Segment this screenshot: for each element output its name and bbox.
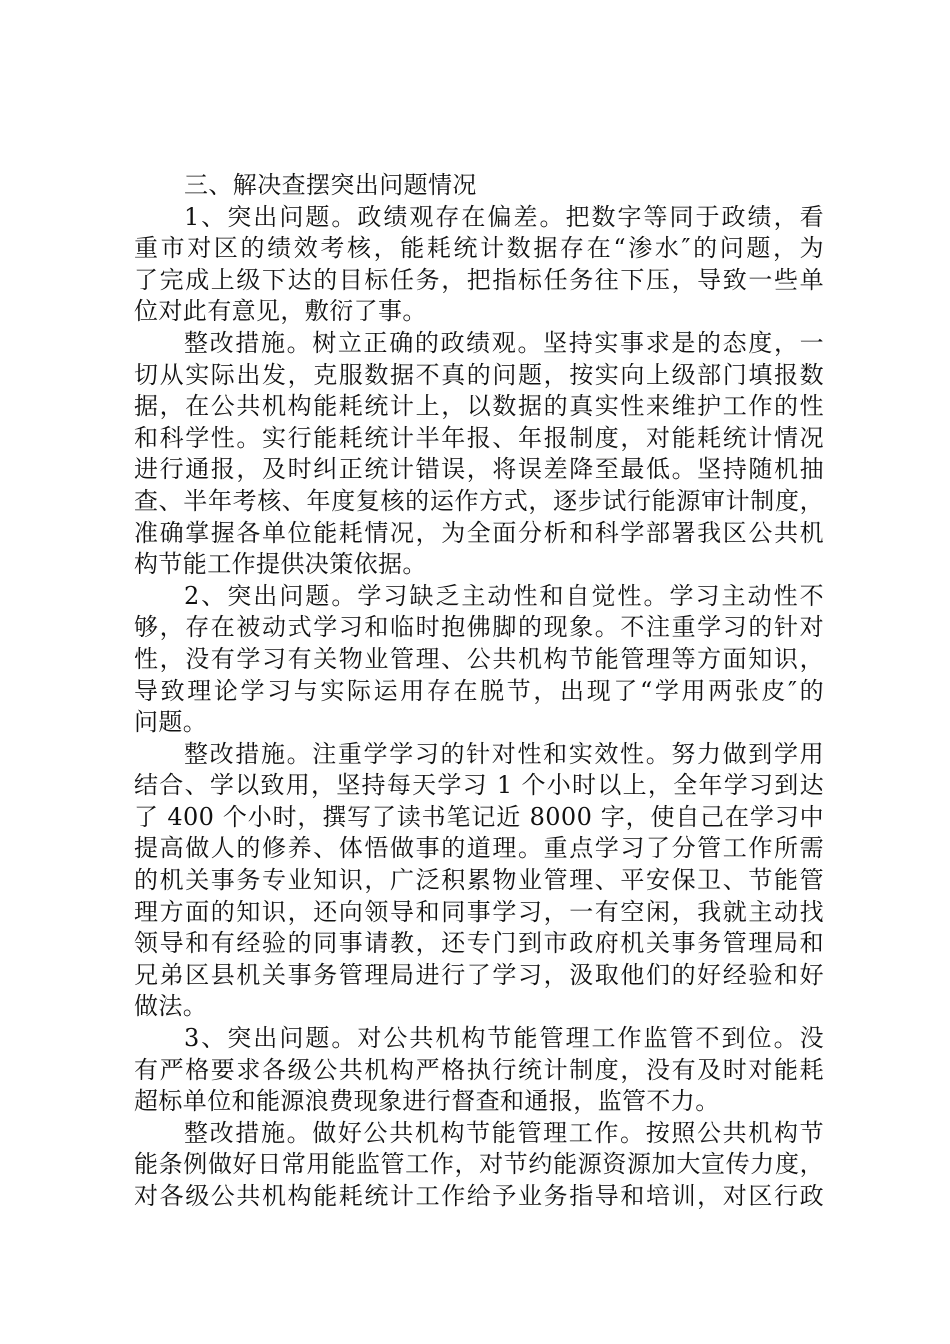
text-line: 构节能工作提供决策依据。 bbox=[134, 550, 427, 579]
text-line: 对各级公共机构能耗统计工作给予业务指导和培训，对区行政 bbox=[134, 1182, 824, 1210]
text-line: 有严格要求各级公共机构严格执行统计制度，没有及时对能耗 bbox=[134, 1055, 824, 1084]
text-line: 领导和有经验的同事请教，还专门到市政府机关事务管理局和 bbox=[134, 929, 824, 958]
text-line: 查、半年考核、年度复核的运作方式，逐步试行能源审计制度， bbox=[134, 486, 824, 515]
text-line: 理方面的知识，还向领导和同事学习，一有空闲，我就主动找 bbox=[134, 897, 824, 926]
text-line: 兄弟区县机关事务管理局进行了学习，汲取他们的好经验和好 bbox=[134, 960, 824, 989]
text-line: 2、突出问题。学习缺乏主动性和自觉性。学习主动性不 bbox=[184, 581, 824, 610]
document-body bbox=[134, 170, 824, 1213]
text-line: 1、突出问题。政绩观存在偏差。把数字等同于政绩，看 bbox=[184, 202, 824, 231]
section-heading: 三、解决查摆突出问题情况 bbox=[184, 171, 477, 199]
text-line: 了完成上级下达的目标任务，把指标任务往下压，导致一些单 bbox=[134, 265, 824, 294]
text-line: 整改措施。注重学学习的针对性和实效性。努力做到学用 bbox=[184, 739, 824, 768]
text-line: 准确掌握各单位能耗情况，为全面分析和科学部署我区公共机 bbox=[134, 518, 824, 547]
text-line: 和科学性。实行能耗统计半年报、年报制度，对能耗统计情况 bbox=[134, 423, 824, 452]
text-line: 据，在公共机构能耗统计上，以数据的真实性来维护工作的性 bbox=[134, 392, 824, 421]
text-line: 够，存在被动式学习和临时抱佛脚的现象。不注重学习的针对 bbox=[134, 613, 824, 642]
text-line: 整改措施。树立正确的政绩观。坚持实事求是的态度，一 bbox=[184, 328, 824, 357]
text-line: 3、突出问题。对公共机构节能管理工作监管不到位。没 bbox=[184, 1024, 824, 1053]
text-line: 重市对区的绩效考核，能耗统计数据存在“渗水″的问题，为 bbox=[134, 234, 824, 263]
text-line: 做法。 bbox=[134, 992, 208, 1021]
text-line: 能条例做好日常用能监管工作，对节约能源资源加大宣传力度， bbox=[134, 1150, 824, 1179]
text-line: 进行通报，及时纠正统计错误，将误差降至最低。坚持随机抽 bbox=[134, 455, 824, 484]
text-line: 位对此有意见，敷衍了事。 bbox=[134, 297, 427, 326]
text-line: 了 400 个小时，撰写了读书笔记近 8000 字，使自己在学习中 bbox=[134, 802, 824, 831]
text-line: 超标单位和能源浪费现象进行督查和通报，监管不力。 bbox=[134, 1087, 720, 1116]
text-line: 的机关事务专业知识，广泛积累物业管理、平安保卫、节能管 bbox=[134, 866, 824, 895]
text-line: 提高做人的修养、体悟做事的道理。重点学习了分管工作所需 bbox=[134, 834, 824, 863]
text-line: 结合、学以致用，坚持每天学习 1 个小时以上，全年学习到达 bbox=[134, 771, 824, 800]
text-line: 整改措施。做好公共机构节能管理工作。按照公共机构节 bbox=[184, 1118, 824, 1147]
text-line: 导致理论学习与实际运用存在脱节，出现了“学用两张皮″的 bbox=[134, 676, 824, 705]
text-line: 问题。 bbox=[134, 708, 208, 737]
text-line: 切从实际出发，克服数据不真的问题，按实向上级部门填报数 bbox=[134, 360, 824, 389]
text-line: 性，没有学习有关物业管理、公共机构节能管理等方面知识， bbox=[134, 644, 824, 673]
